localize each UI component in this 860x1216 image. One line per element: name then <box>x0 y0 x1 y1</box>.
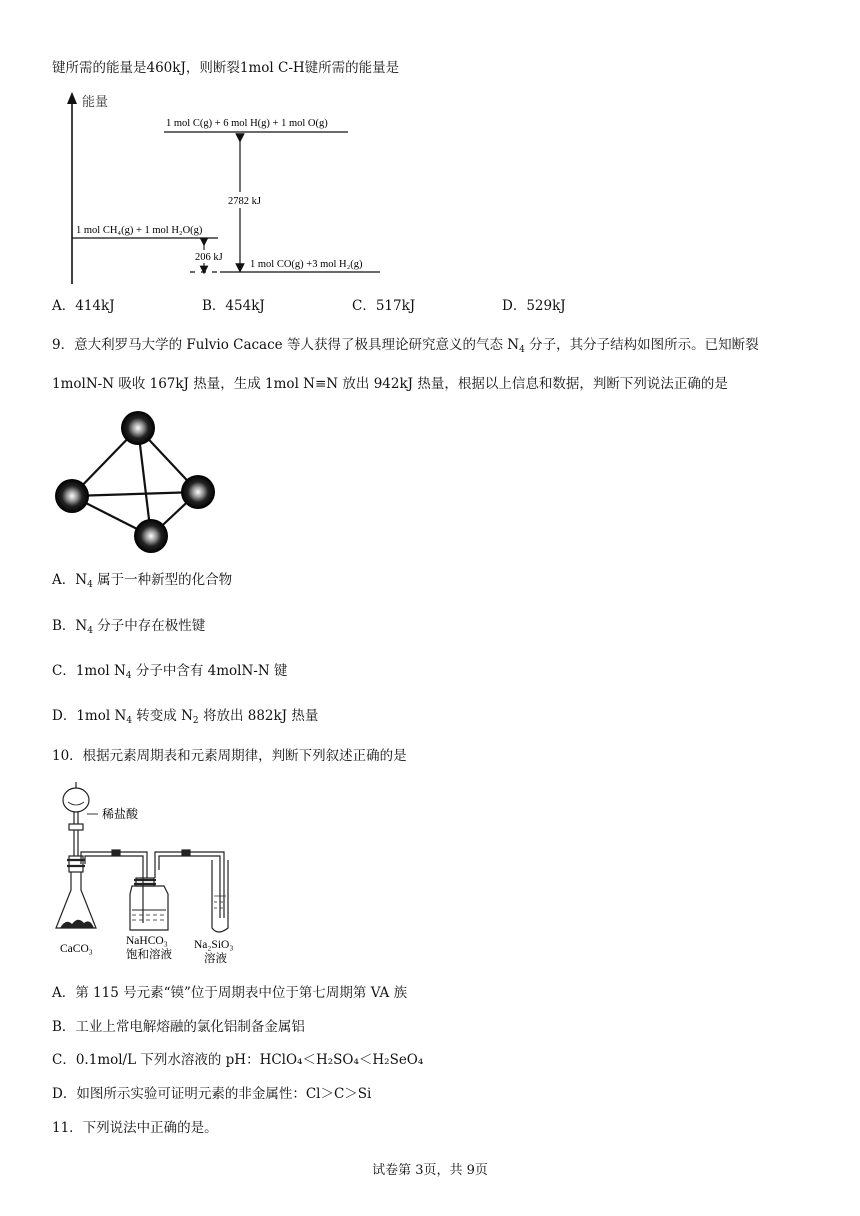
energy-axis-label: 能量 <box>82 94 109 109</box>
bottle-label-1: NaHCO₃ <box>126 935 168 947</box>
q10-option-c[interactable]: C．0.1mol/L 下列水溶液的 pH：HClO₄＜H₂SO₄＜H₂SeO₄ <box>52 1052 424 1068</box>
q11-stem: 11．下列说法中正确的是。 <box>52 1120 218 1136</box>
n-atom-right <box>181 475 215 509</box>
products-level-label: 1 mol CO(g) +3 mol H₂(g) <box>250 259 363 270</box>
flask-label: CaCO₃ <box>60 943 93 955</box>
q10-option-a[interactable]: A．第 115 号元素“镆”位于周期表中位于第七周期第 VA 族 <box>52 985 408 1001</box>
energy-axis-arrow-icon <box>67 92 77 104</box>
q9-stem-line1: 9．意大利罗马大学的 Fulvio Cacace 等人获得了极具理论研究意义的气态 $N_4$ 分子，其分子结构如图所示。已知断裂 <box>52 337 759 355</box>
funnel-label: 稀盐酸 <box>102 807 139 821</box>
tube-label-1: Na₂SiO₃ <box>194 939 234 951</box>
n4-molecule-diagram <box>52 408 222 558</box>
q9-stem-line2: 1molN-N 吸收 167kJ 热量，生成 1mol N≡N 放出 942kJ 热量，根据以上信息和数据，判断下列说法正确的是 <box>52 376 728 392</box>
bottle-label-2: 饱和溶液 <box>126 949 172 961</box>
q10-option-d[interactable]: D．如图所示实验可证明元素的非金属性：Cl＞C＞Si <box>52 1086 372 1102</box>
apparatus-diagram <box>52 778 262 968</box>
caco3-solid <box>60 920 94 928</box>
n-atom-left <box>55 479 89 513</box>
q8-options <box>52 296 566 316</box>
n-atom-bottom <box>134 519 168 553</box>
q9-option-a[interactable]: A．$N_4$ 属于一种新型的化合物 <box>52 572 233 590</box>
energy-level-diagram <box>52 88 392 290</box>
top-level-label: 1 mol C(g) + 6 mol H(g) + 1 mol O(g) <box>166 118 328 129</box>
q9-option-d[interactable]: D．1mol $N_4$ 转变成 $N_2$ 将放出 882kJ 热量 <box>52 708 319 726</box>
q9-option-c[interactable]: C．1mol $N_4$ 分子中含有 4molN-N 键 <box>52 663 288 681</box>
q8-option-b[interactable]: B．454kJ <box>202 298 265 314</box>
q10-stem: 10．根据元素周期表和元素周期律，判断下列叙述正确的是 <box>52 748 407 764</box>
q10-option-b[interactable]: B．工业上常电解熔融的氯化铝制备金属铝 <box>52 1019 305 1035</box>
small-gap-label: 206 kJ <box>195 252 223 263</box>
q9-option-b[interactable]: B．$N_4$ 分子中存在极性键 <box>52 618 206 636</box>
q8-option-c[interactable]: C．517kJ <box>352 298 416 314</box>
tube-label-2: 溶液 <box>204 953 227 965</box>
reactants-level-label: 1 mol CH₄(g) + 1 mol H₂O(g) <box>76 225 203 236</box>
big-gap-label: 2782 kJ <box>228 196 261 207</box>
page-footer: 试卷第 3页，共 9页 <box>372 1163 488 1178</box>
q8-stem-tail: 键所需的能量是460kJ，则断裂1mol C-H键所需的能量是 <box>52 60 400 76</box>
q8-option-d[interactable]: D．529kJ <box>502 298 566 314</box>
n-atom-top <box>121 411 155 445</box>
q8-option-a[interactable]: A．414kJ <box>52 298 115 314</box>
